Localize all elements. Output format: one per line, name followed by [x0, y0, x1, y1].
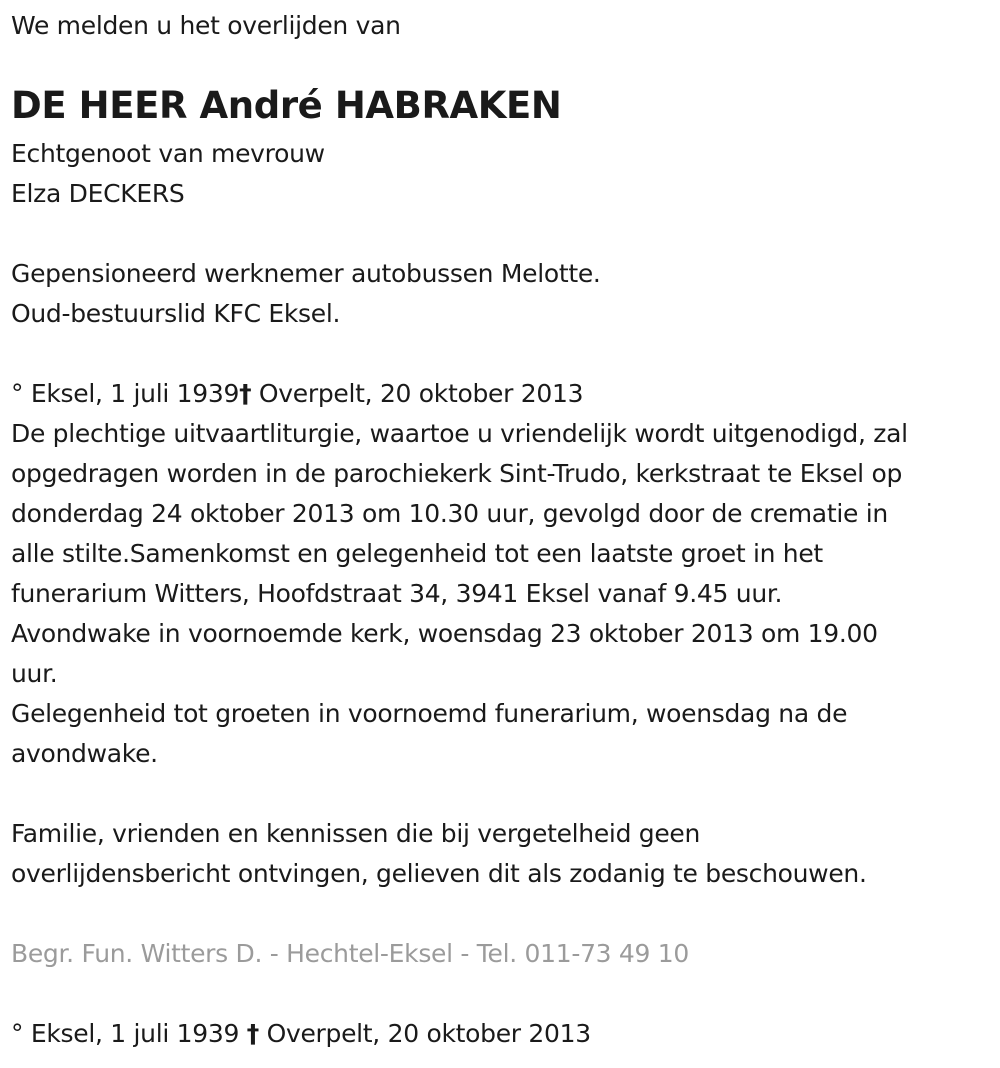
- ceremony-line: funerarium Witters, Hoofdstraat 34, 3941 Eksel vanaf 9.45 uur.: [11, 579, 783, 608]
- death-date: Overpelt, 20 oktober 2013: [251, 379, 584, 408]
- ceremony-line: uur.: [11, 659, 58, 688]
- ceremony-line: opgedragen worden in de parochiekerk Sint-Trudo, kerkstraat te Eksel op: [11, 459, 903, 488]
- occupation-block: [11, 254, 601, 334]
- footer-death-date: Overpelt, 20 oktober 2013: [258, 1019, 591, 1048]
- occupation-line: Oud-bestuurslid KFC Eksel.: [11, 299, 341, 328]
- ceremony-line: Gelegenheid tot groeten in voornoemd funerarium, woensdag na de: [11, 699, 848, 728]
- spouse-block: [11, 134, 325, 214]
- footer-life-dates: [11, 1014, 591, 1054]
- ceremony-line: donderdag 24 oktober 2013 om 10.30 uur, gevolgd door de crematie in: [11, 499, 888, 528]
- cross-icon: †: [246, 1019, 259, 1048]
- occupation-line: Gepensioneerd werknemer autobussen Melotte.: [11, 259, 601, 288]
- family-note-line: Familie, vrienden en kennissen die bij vergetelheid geen: [11, 819, 701, 848]
- family-note-line: overlijdensbericht ontvingen, gelieven dit als zodanig te beschouwen.: [11, 859, 867, 888]
- ceremony-line: De plechtige uitvaartliturgie, waartoe u vriendelijk wordt uitgenodigd, zal: [11, 419, 908, 448]
- ceremony-line: alle stilte.Samenkomst en gelegenheid tot een laatste groet in het: [11, 539, 823, 568]
- undertaker-info: Begr. Fun. Witters D. - Hechtel-Eksel - Tel. 011-73 49 10: [11, 939, 690, 968]
- family-note-block: [11, 814, 867, 894]
- spouse-line: Echtgenoot van mevrouw: [11, 139, 325, 168]
- ceremony-line: avondwake.: [11, 739, 158, 768]
- ceremony-block: [11, 374, 908, 774]
- intro-text: We melden u het overlijden van: [11, 11, 401, 40]
- footer-birth-date: ° Eksel, 1 juli 1939: [11, 1019, 247, 1048]
- life-dates: [11, 374, 908, 414]
- spouse-name: Elza DECKERS: [11, 179, 185, 208]
- cross-icon: †: [239, 379, 252, 408]
- ceremony-line: Avondwake in voornoemde kerk, woensdag 23 oktober 2013 om 19.00: [11, 619, 878, 648]
- deceased-name: DE HEER André HABRAKEN: [11, 84, 562, 127]
- birth-date: ° Eksel, 1 juli 1939: [11, 379, 240, 408]
